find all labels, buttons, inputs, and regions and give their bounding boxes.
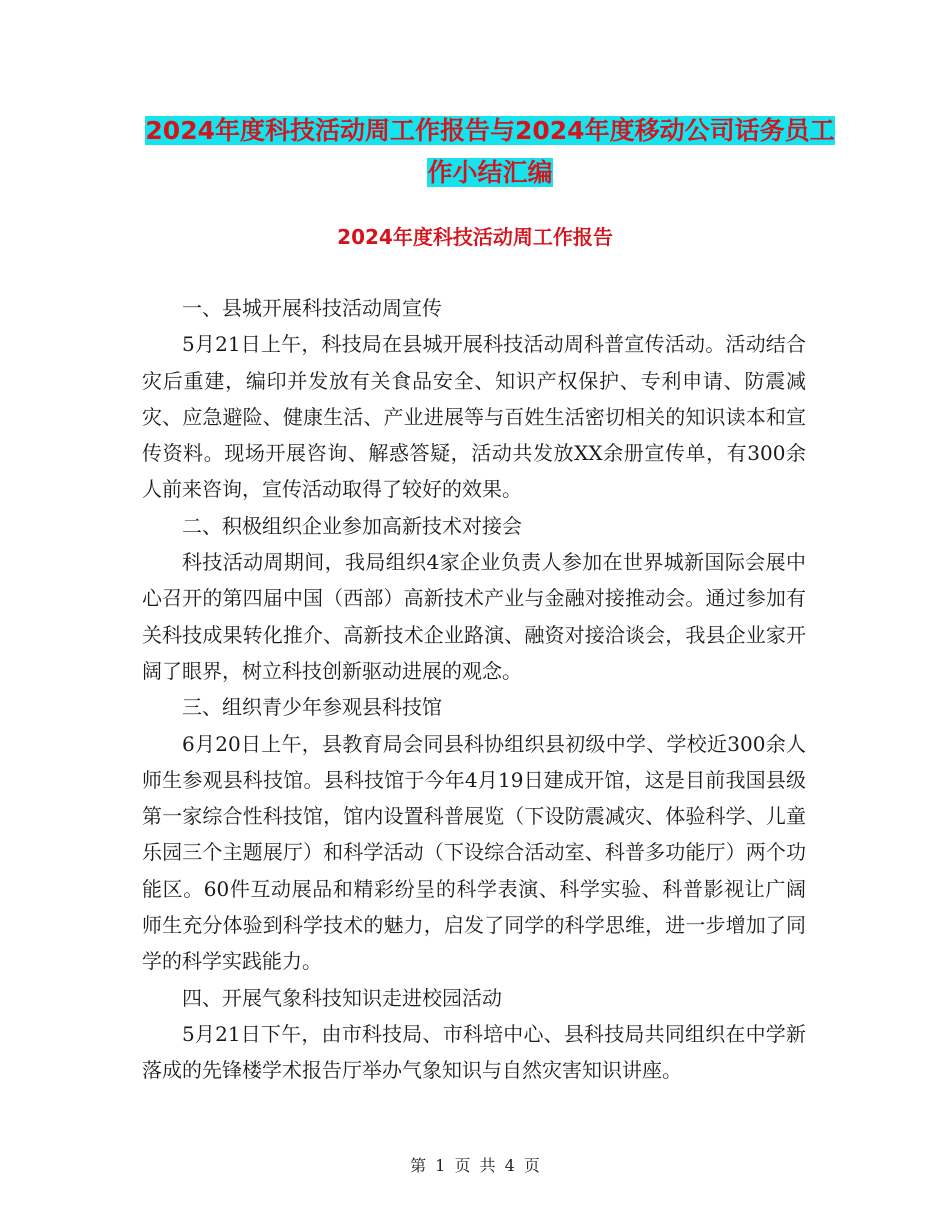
section-paragraph-4: 5月21日下午，由市科技局、市科培中心、县科技局共同组织在中学新落成的先锋楼学术报告厅举办气象知识与自然灾害知识讲座。	[142, 1021, 806, 1083]
section-paragraph-2: 科技活动周期间，我局组织4家企业负责人参加在世界城新国际会展中心召开的第四届中国（西部）高新技术产业与金融对接推动会。通过参加有关科技成果转化推介、高新技术企业路演、融资对接洽谈会，我县企业家开阔了眼界，树立科技创新驱动进展的观念。	[142, 550, 806, 683]
section-heading-4: 四、开展气象科技知识走进校园活动	[182, 985, 502, 1010]
main-title-text: 2024年度科技活动周工作报告与2024年度移动公司话务员工作小结汇编	[145, 116, 835, 187]
document-body	[142, 290, 806, 1089]
main-title	[140, 110, 840, 194]
section-title: 2024年度科技活动周工作报告	[337, 225, 613, 249]
page-footer: 第 1 页 共 4 页	[410, 1156, 540, 1175]
section-heading-1: 一、县城开展科技活动周宣传	[182, 296, 442, 320]
section-heading-3: 三、组织青少年参观县科技馆	[182, 695, 442, 720]
section-heading-2: 二、积极组织企业参加高新技术对接会	[182, 513, 522, 538]
section-paragraph-1: 5月21日上午，科技局在县城开展科技活动周科普宣传活动。活动结合灾后重建，编印并发放有关食品安全、知识产权保护、专利申请、防震减灾、应急避险、健康生活、产业进展等与百姓生活密切相关的知识读本和宣传资料。现场开展咨询、解惑答疑，活动共发放XX余册宣传单，有300余人前来咨询，宣传活动取得了较好的效果。	[142, 332, 806, 502]
section-paragraph-3: 6月20日上午，县教育局会同县科协组织县初级中学、学校近300余人师生参观县科技馆。县科技馆于今年4月19日建成开馆，这是目前我国县级第一家综合性科技馆，馆内设置科普展览（下设防震减灾、体验科学、儿童乐园三个主题展厅）和科学活动（下设综合活动室、科普多功能厅）两个功能区。60件互动展品和精彩纷呈的科学表演、科学实验、科普影视让广阔师生充分体验到科学技术的魅力，启发了同学的科学思维，进一步增加了同学的科学实践能力。	[142, 731, 806, 974]
